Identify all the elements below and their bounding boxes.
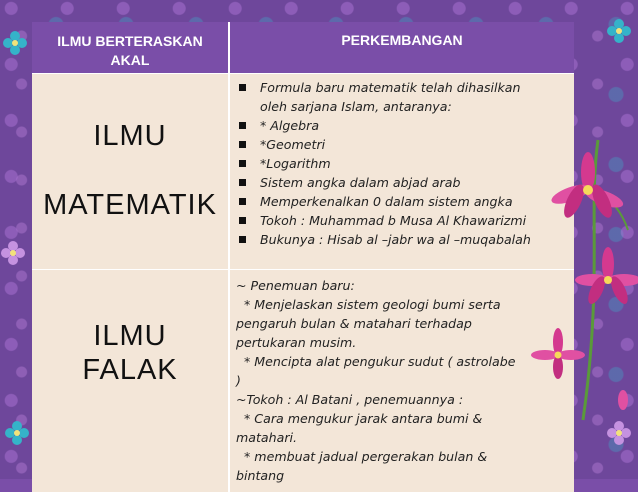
flower-decoration-icon <box>4 420 30 446</box>
falak-line: matahari. <box>236 430 298 445</box>
bullet-item: Memperkenalkan 0 dalam sistem angka <box>236 192 574 211</box>
bullet-item: *Logarithm <box>236 154 574 173</box>
subject-line: ILMU <box>93 320 167 352</box>
row-divider <box>32 269 574 270</box>
subject-line: ILMU <box>93 120 167 152</box>
column-divider <box>228 22 230 492</box>
falak-line: pengaruh bulan & matahari terhadap <box>236 316 472 331</box>
falak-line: * membuat jadual pergerakan bulan & <box>236 449 488 464</box>
row-divider <box>32 73 574 74</box>
falak-line: * Cara mengukur jarak antara bumi & <box>236 411 483 426</box>
falak-line: ~ Penemuan baru: <box>236 278 355 293</box>
bullet-continuation: oleh sarjana Islam, antaranya: <box>260 99 452 114</box>
bullet-item: Bukunya : Hisab al –jabr wa al –muqabalah <box>236 230 574 249</box>
bullet-item: Tokoh : Muhammad b Musa Al Khawarizmi <box>236 211 574 230</box>
falak-line: ~Tokoh : Al Batani , penemuannya : <box>236 392 464 407</box>
subject-ilmu-matematik <box>32 120 228 222</box>
header-cell-development <box>230 22 574 73</box>
header-label-line: AKAL <box>110 52 150 68</box>
subject-ilmu-falak <box>32 319 228 387</box>
header-label: PERKEMBANGAN <box>341 32 463 48</box>
subject-line: MATEMATIK <box>43 189 217 221</box>
falak-line: pertukaran musim. <box>236 335 357 350</box>
header-cell-subject <box>32 22 228 73</box>
falak-line: * Mencipta alat pengukur sudut ( astrolabe <box>236 354 516 369</box>
falak-line: * Menjelaskan sistem geologi bumi serta <box>236 297 501 312</box>
flower-decoration-icon <box>2 30 28 56</box>
falak-details <box>236 276 574 485</box>
subject-line: FALAK <box>82 354 178 386</box>
bullet-item: Formula baru matematik telah dihasilkan <box>236 78 574 97</box>
content-table <box>32 22 574 492</box>
matematik-details <box>236 78 574 249</box>
falak-line: ) <box>236 373 241 388</box>
bullet-item: *Geometri <box>236 135 574 154</box>
flower-decoration-icon <box>606 18 632 44</box>
falak-line: bintang <box>236 468 285 483</box>
bullet-item: * Algebra <box>236 116 574 135</box>
bullet-item: Sistem angka dalam abjad arab <box>236 173 574 192</box>
flower-decoration-icon <box>0 240 26 266</box>
header-label-line: ILMU BERTERASKAN <box>57 33 203 49</box>
orchid-decoration-icon <box>528 130 638 430</box>
